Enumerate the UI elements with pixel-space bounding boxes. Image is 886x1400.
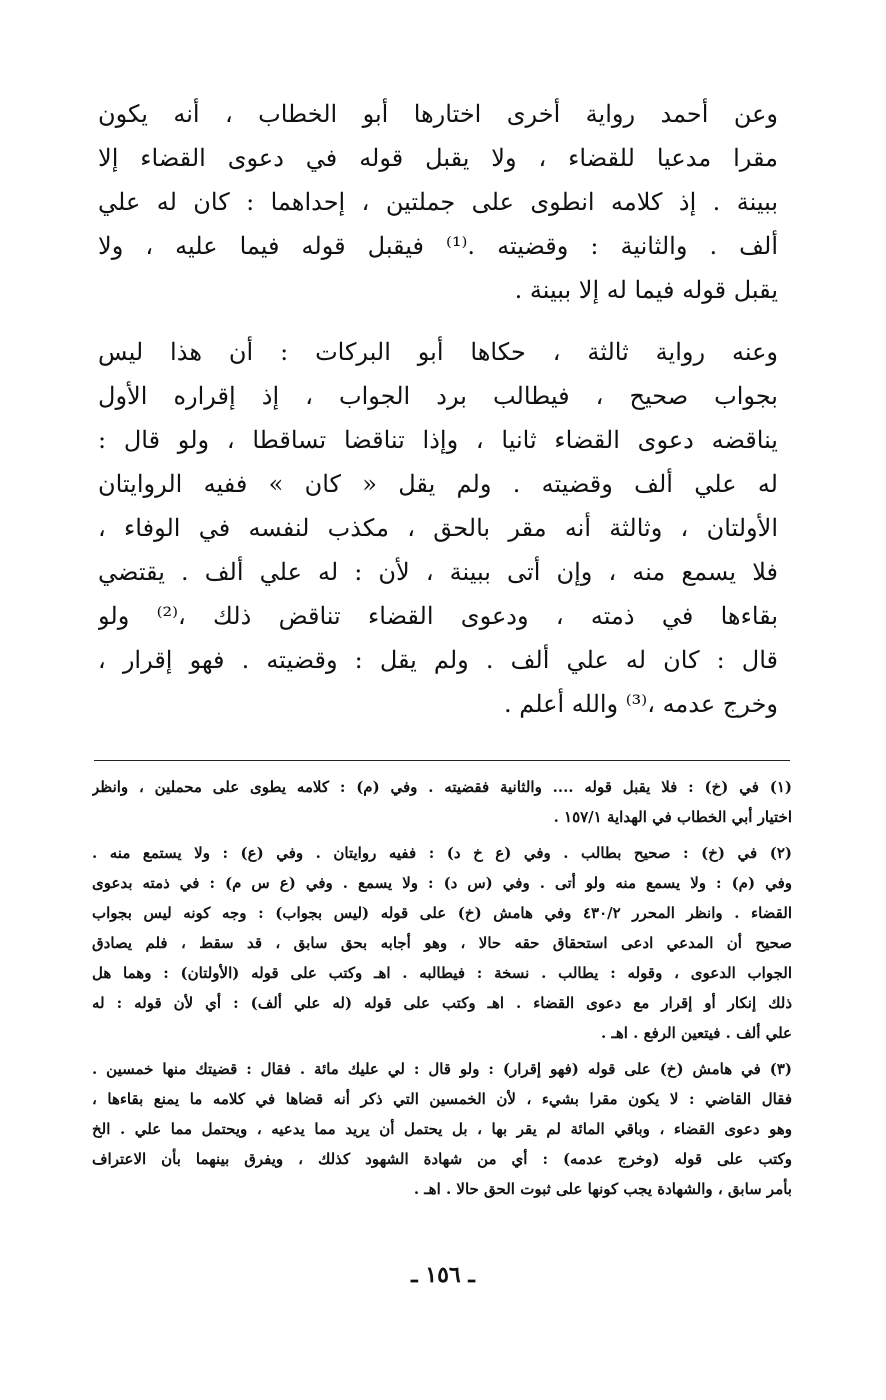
main-text xyxy=(98,92,778,726)
body-line: وعنه رواية ثالثة ، حكاها أبو البركات : أن هذا ليس xyxy=(98,338,778,366)
footnote-line: القضاء . وانظر المحرر ٤٣٠/٢ وفي هامش (خ) على قوله (ليس بجواب) : وجه كونه ليس بجواب xyxy=(92,904,792,922)
footnote-line: (٢) في (خ) : صحيح بطالب . وفي (ع خ د) : ففيه روايتان . وفي (ع) : ولا يستمع منه . xyxy=(92,844,792,862)
body-line: يقبل قوله فيما له إلا ببينة . xyxy=(514,276,778,304)
body-line: الأولتان ، وثالثة أنه مقر بالحق ، مكذب لنفسه في الوفاء ، xyxy=(98,514,778,542)
footnote-line: صحيح أن المدعي ادعى استحقاق حقه حالا ، وهو أجابه بحق سابق ، قد سقط ، فلم يصادق xyxy=(92,934,792,952)
body-line: فلا يسمع منه ، وإن أتى ببينة ، لأن : له علي ألف . يقتضي xyxy=(98,558,778,586)
body-line: قال : كان له علي ألف . ولم يقل : وقضيته . فهو إقرار ، xyxy=(98,646,778,674)
page-number: ـ ١٥٦ ـ xyxy=(411,1262,475,1288)
footnote-line: بأمر سابق ، والشهادة يجب كونها على ثبوت الحق حالا . اهـ . xyxy=(413,1180,792,1198)
footnote-divider xyxy=(94,760,790,761)
footnote-line: الجواب الدعوى ، وقوله : يطالب . نسخة : فيطالبه . اهـ وكتب على قوله (الأولتان) : وهما هل xyxy=(92,964,792,982)
footnote-line: وفي (م) : ولا يسمع منه ولو أتى . وفي (س د) : ولا يسمع . وفي (ع س م) : في ذمته بدعوى xyxy=(92,874,792,892)
footnote-line: فقال القاضي : لا يكون مقرا بشيء ، لأن الخمسين التي ذكر أنه قضاها في كلامه ما يمنع بقاءها ، xyxy=(92,1090,792,1108)
footnote-line: (٣) في هامش (خ) على قوله (فهو إقرار) : ولو قال : لي عليك مائة . فقال : قضيتك منها خمسين . xyxy=(92,1060,792,1078)
body-line: بجواب صحيح ، فيطالب برد الجواب ، إذ إقراره الأول xyxy=(98,382,778,410)
body-line: ببينة . إذ كلامه انطوى على جملتين ، إحداهما : كان له علي xyxy=(98,188,778,216)
footnote-line: ذلك إنكار أو إقرار مع دعوى القضاء . اهـ وكتب على قوله (له علي ألف) : أي لأن قوله : له xyxy=(92,994,792,1012)
footnote-line: اختيار أبي الخطاب في الهداية ١٥٧/١ . xyxy=(553,808,792,826)
footnote-line: وكتب على قوله (وخرج عدمه) : أي من شهادة الشهود كذلك ، ويفرق بينهما بأن الاعتراف xyxy=(92,1150,792,1168)
body-line: ألف . والثانية : وقضيته .⁽¹⁾ فيقبل قوله فيما عليه ، ولا xyxy=(98,232,778,260)
body-line: يناقضه دعوى القضاء ثانيا ، وإذا تناقضا تساقطا ، ولو قال : xyxy=(98,426,778,454)
footnote-line: علي ألف . فيتعين الرفع . اهـ . xyxy=(601,1024,792,1042)
body-line: وخرج عدمه ،⁽³⁾ والله أعلم . xyxy=(503,690,778,718)
body-line: له علي ألف وقضيته . ولم يقل « كان » ففيه الروايتان xyxy=(98,470,778,498)
footnote-line: (١) في (خ) : فلا يقبل قوله .... والثانية فقضيته . وفي (م) : كلامه يطوى على محملين ، وانظر xyxy=(92,778,792,796)
footnote-line: وهو دعوى القضاء ، وباقي المائة لم يقر بها ، بل يحتمل أن يريد مما يدعيه ، ويحتمل مما علي . الخ xyxy=(92,1120,792,1138)
footnotes xyxy=(92,772,792,1204)
body-line: بقاءها في ذمته ، ودعوى القضاء تناقض ذلك ،⁽²⁾ ولو xyxy=(98,602,778,630)
body-line: مقرا مدعيا للقضاء ، ولا يقبل قوله في دعوى القضاء إلا xyxy=(98,144,778,172)
body-line: وعن أحمد رواية أخرى اختارها أبو الخطاب ، أنه يكون xyxy=(98,100,778,128)
